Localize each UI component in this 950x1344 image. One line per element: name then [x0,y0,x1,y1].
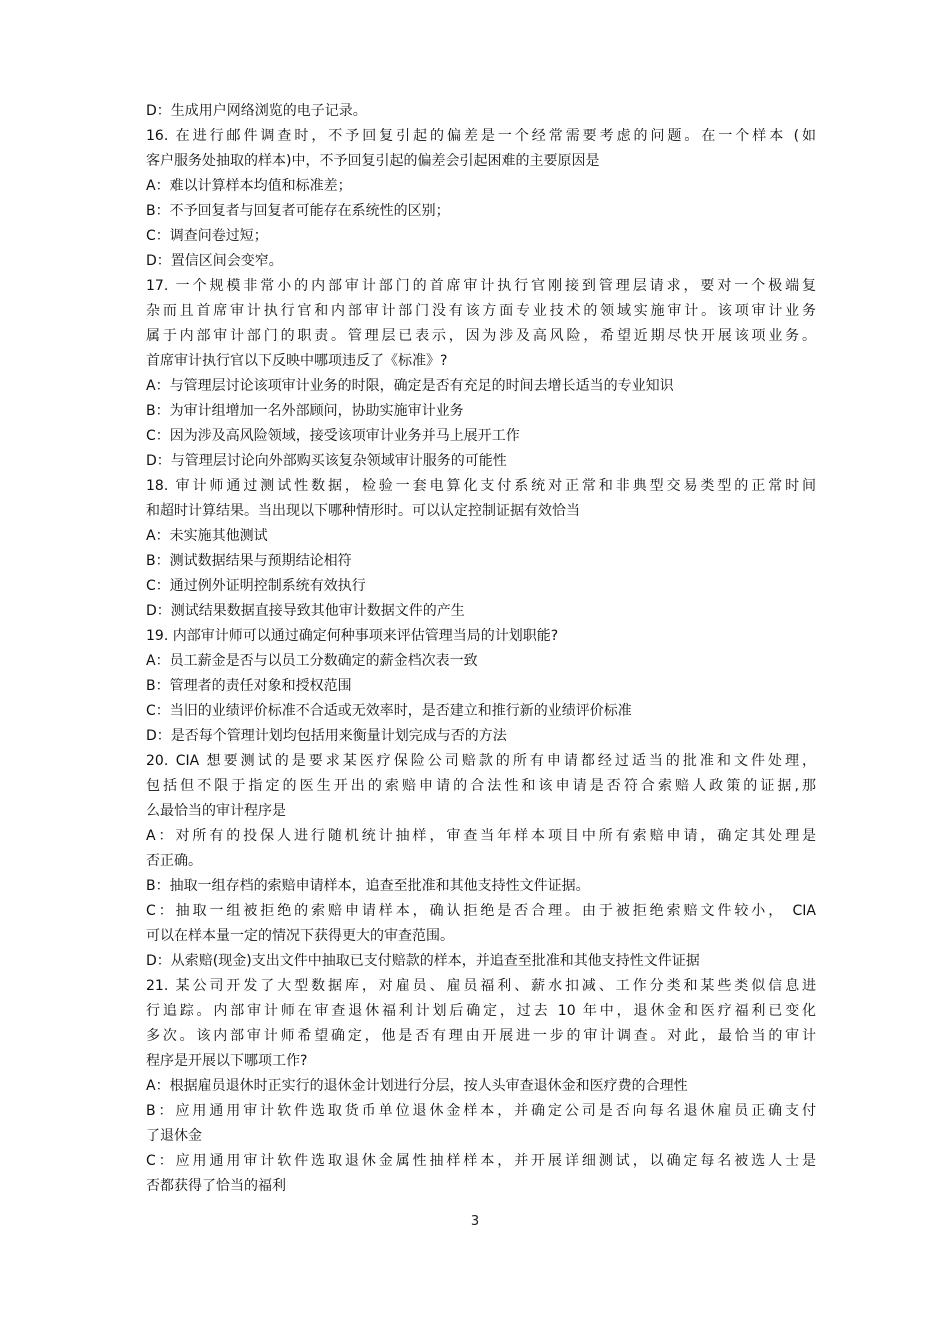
text-line: C：通过例外证明控制系统有效执行 [146,578,366,594]
text-line: A：根据雇员退休时正实行的退休金计划进行分层，按人头审查退休金和医疗费的合理性 [146,1078,688,1094]
text-line: 否都获得了恰当的福利 [146,1178,286,1194]
text-line: 程序是开展以下哪项工作? [146,1053,308,1069]
text-line: 行追踪。内部审计师在审查退休福利计划后确定，过去 10 年中，退休金和医疗福利已变化 [146,1003,816,1019]
text-line: A：与管理层讨论该项审计业务的时限，确定是否有充足的时间去增长适当的专业知识 [146,378,674,394]
text-line: 属于内部审计部门的职责。管理层已表示，因为涉及高风险，希望近期尽快开展该项业务。 [146,328,816,344]
text-line: B：为审计组增加一名外部顾问，协助实施审计业务 [146,403,464,419]
text-line: A：对所有的投保人进行随机统计抽样，审查当年样本项目中所有索赔申请，确定其处理是 [146,828,816,844]
text-line: 16. 在进行邮件调查时，不予回复引起的偏差是一个经常需要考虑的问题。在一个样本 (如 [146,128,816,144]
text-line: 21. 某公司开发了大型数据库，对雇员、雇员福利、薪水扣减、工作分类和某些类似信息进 [146,978,816,994]
text-line: B：测试数据结果与预期结论相符 [146,553,352,569]
text-line: A：员工薪金是否与以员工分数确定的薪金档次表一致 [146,653,478,669]
text-line: 客户服务处抽取的样本)中，不予回复引起的偏差会引起困难的主要原因是 [146,153,600,169]
text-line: C：应用通用审计软件选取退休金属性抽样样本，并开展详细测试，以确定每名被选人士是 [146,1153,816,1169]
text-line: B：管理者的责任对象和授权范围 [146,678,352,694]
text-line: 17. 一个规模非常小的内部审计部门的首席审计执行官刚接到管理层请求，要对一个极端复 [146,278,816,294]
text-line: 19. 内部审计师可以通过确定何种事项来评估管理当局的计划职能? [146,628,559,644]
text-line: 么最恰当的审计程序是 [146,803,286,819]
text-line: 和超时计算结果。当出现以下哪种情形时。可以认定控制证据有效恰当 [146,503,580,519]
text-line: 多次。该内部审计师希望确定，他是否有理由开展进一步的审计调查。对此，最恰当的审计 [146,1028,816,1044]
text-line: D：生成用户网络浏览的电子记录。 [146,103,367,119]
text-line: C：抽取一组被拒绝的索赔申请样本，确认拒绝是否合理。由于被拒绝索赔文件较小， CIA [146,903,816,919]
text-line: D：与管理层讨论向外部购买该复杂领域审计服务的可能性 [146,453,507,469]
text-line: 20. CIA 想要测试的是要求某医疗保险公司赔款的所有申请都经过适当的批准和文件处理， [146,753,816,769]
text-line: 杂而且首席审计执行官和内部审计部门没有该方面专业技术的领域实施审计。该项审计业务 [146,303,816,319]
text-line: B：应用通用审计软件选取货币单位退休金样本，并确定公司是否向每名退休雇员正确支付 [146,1103,816,1119]
page-number: 3 [470,1214,480,1229]
text-line: B：不予回复者与回复者可能存在系统性的区别； [146,203,450,219]
text-line: B：抽取一组存档的索赔申请样本，追查至批准和其他支持性文件证据。 [146,878,590,894]
document-body [146,99,816,1199]
text-line: A：难以计算样本均值和标准差； [146,178,352,194]
text-line: 首席审计执行官以下反映中哪项违反了《标准》? [146,353,448,369]
text-line: 包括但不限于指定的医生开出的索赔申请的合法性和该申请是否符合索赔人政策的证据,那 [146,778,816,794]
text-line: 了退休金 [146,1128,202,1144]
text-line: D：置信区间会变窄。 [146,253,283,269]
text-line: D：是否每个管理计划均包括用来衡量计划完成与否的方法 [146,728,507,744]
text-line: C：因为涉及高风险领域，接受该项审计业务并马上展开工作 [146,428,520,444]
text-line: 可以在样本量一定的情况下获得更大的审查范围。 [146,928,454,944]
text-line: C：调查问卷过短； [146,228,268,244]
text-line: D：测试结果数据直接导致其他审计数据文件的产生 [146,603,465,619]
text-line: D：从索赔(现金)支出文件中抽取已支付赔款的样本，并追查至批准和其他支持性文件证据 [146,953,700,969]
text-line: A：未实施其他测试 [146,528,268,544]
text-line: 否正确。 [146,853,202,869]
text-line: C：当旧的业绩评价标准不合适或无效率时，是否建立和推行新的业绩评价标准 [146,703,632,719]
text-line: 18. 审计师通过测试性数据，检验一套电算化支付系统对正常和非典型交易类型的正常时间 [146,478,816,494]
